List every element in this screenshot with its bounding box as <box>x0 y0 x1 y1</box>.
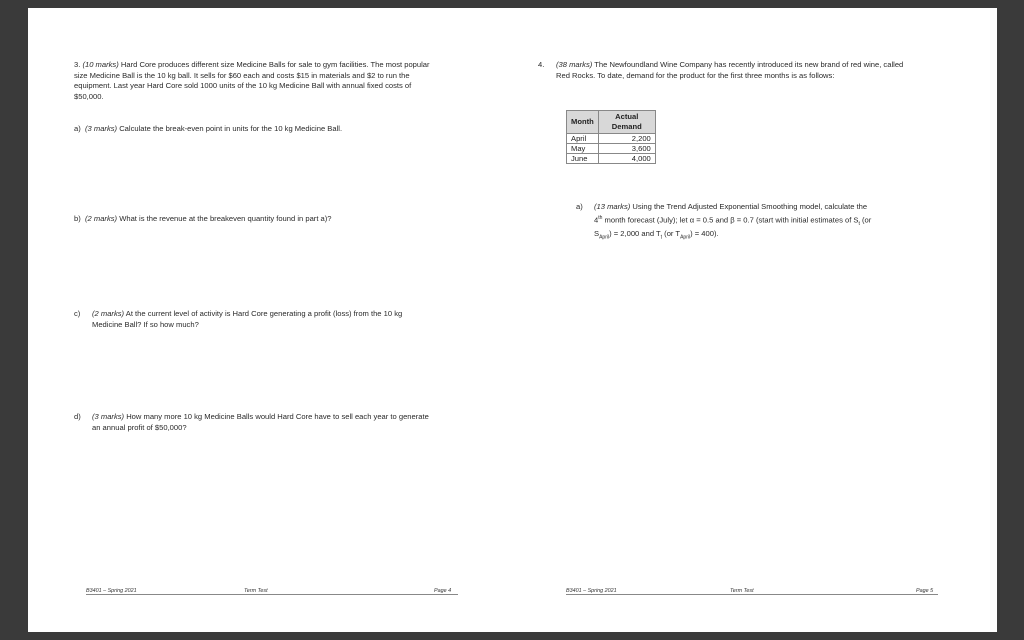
q3c-text: At the current level of activity is Hard Core generating a profit (loss) from the 10 kg Medicine Ball? If so how much? <box>92 309 403 329</box>
q4a-text-3b: ) = 2,000 and T <box>609 229 661 239</box>
q3-intro <box>74 60 434 102</box>
q4-number: 4. <box>538 60 545 69</box>
q4a-sup: th <box>598 214 603 221</box>
table-cell: 2,200 <box>598 134 655 144</box>
q4a-marks: (13 marks) <box>594 202 631 211</box>
q4a-text-2b: month forecast (July); let α = 0.5 and β = 0.7 (start with initial estimates of S <box>602 215 859 225</box>
q3-marks: (10 marks) <box>82 60 119 69</box>
q4-marks: (38 marks) <box>556 60 593 69</box>
q4a-text-2c: (or <box>859 215 872 225</box>
q4a-text-3c: (or T <box>662 229 681 239</box>
q3b-marks: (2 marks) <box>85 214 118 223</box>
question-3 <box>74 60 434 102</box>
q3b-text: What is the revenue at the breakeven quantity found in part a)? <box>119 214 332 223</box>
q3-intro-text: Hard Core produces different size Medicine Balls for sale to gym facilities. The most popular size Medicine Ball is the 10 kg ball. It sells for $60 each and costs $15 in materials and $2 to run the equipment. Last year Hard Core sold 1000 units of the 10 kg Medicine Ball with annual fixed costs of $50,000. <box>74 60 430 101</box>
demand-table <box>566 110 656 164</box>
footer-course-left: B3401 – Spring 2021 <box>86 588 137 594</box>
q4a-sub-t: t <box>660 234 663 241</box>
table-row <box>567 144 656 154</box>
q4a-sub-april: April <box>599 234 610 241</box>
q3d-text: How many more 10 kg Medicine Balls would Hard Core have to sell each year to generate an annual profit of $50,000? <box>92 412 429 432</box>
footer-page-left: Page 4 <box>434 588 452 594</box>
table-row <box>567 134 656 144</box>
table-cell: 4,000 <box>598 154 655 164</box>
q4a-text-3d: ) = 400). <box>690 229 719 239</box>
q4a-sub-april-2: April <box>680 234 691 241</box>
footer-page-right: Page 5 <box>916 588 934 594</box>
q3c-marks: (2 marks) <box>92 309 125 318</box>
q3c-label: c) <box>74 309 81 318</box>
q3-number: 3. <box>74 60 81 69</box>
question-4 <box>538 60 918 81</box>
q4-intro-text: The Newfoundland Wine Company has recently introduced its new brand of red wine, called Red Rocks. To date, demand for the product for the first three months is as follows: <box>556 60 904 80</box>
footer-course-right: B3401 – Spring 2021 <box>566 588 617 594</box>
q3a-text: Calculate the break-even point in units for the 10 kg Medicine Ball. <box>119 124 343 133</box>
table-cell: May <box>567 144 599 154</box>
table-cell: 3,600 <box>598 144 655 154</box>
q3-part-c <box>74 309 434 330</box>
table-header-month: Month <box>567 111 599 134</box>
q3d-marks: (3 marks) <box>92 412 125 421</box>
footer-rule-right <box>566 594 938 595</box>
q4a-label: a) <box>576 202 583 211</box>
footer-center-left: Term Test <box>244 588 268 594</box>
table-cell: June <box>567 154 599 164</box>
q4a-text-2a: 4 <box>594 215 599 225</box>
q4a-text-1: Using the Trend Adjusted Exponential Smoothing model, calculate the <box>632 202 868 211</box>
q3d-label: d) <box>74 412 81 421</box>
q4a-sub: t <box>858 220 860 227</box>
q3a-marks: (3 marks) <box>85 124 118 133</box>
q3-part-d <box>74 412 434 433</box>
q4a-text-3a: S <box>594 229 600 239</box>
table-header-demand: Actual Demand <box>598 111 655 134</box>
q3a-label: a) <box>74 124 81 133</box>
q3b-label: b) <box>74 214 81 223</box>
q4-part-a <box>576 202 926 243</box>
q3-part-b <box>74 214 434 225</box>
footer-rule-left <box>86 594 458 595</box>
footer-center-right: Term Test <box>730 588 754 594</box>
table-row <box>567 154 656 164</box>
q3-part-a <box>74 124 434 135</box>
table-cell: April <box>567 134 599 144</box>
